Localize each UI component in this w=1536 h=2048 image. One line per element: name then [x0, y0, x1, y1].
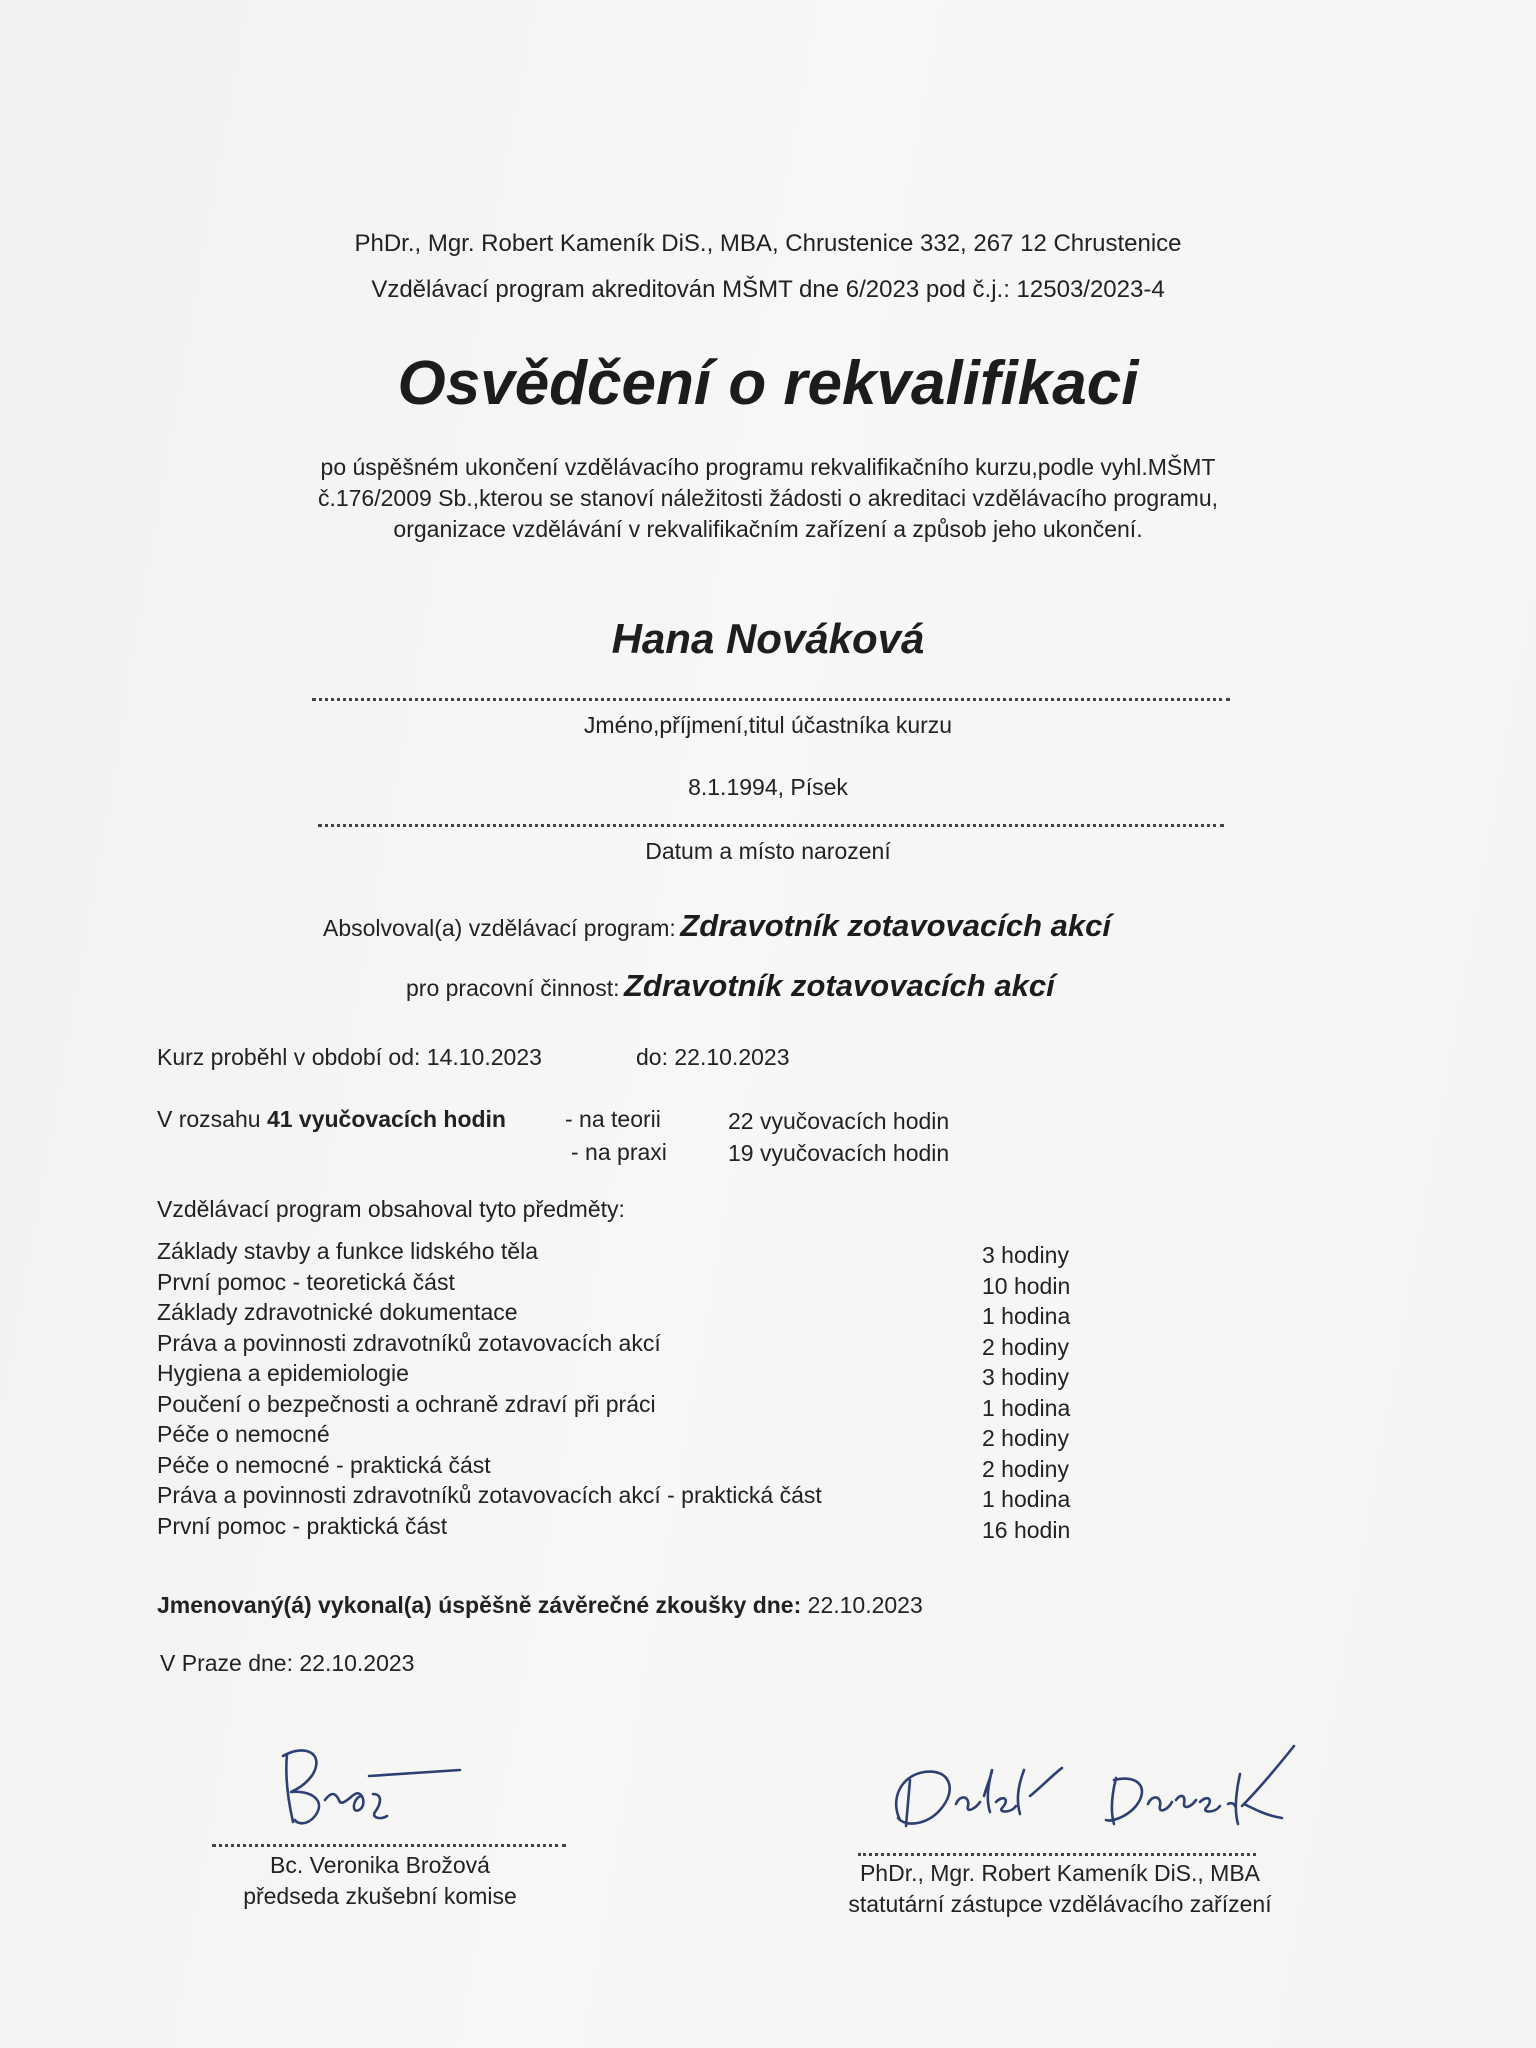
signature-right-dotted-line	[858, 1853, 1256, 1856]
subject-row	[157, 1360, 1097, 1391]
program-activity	[406, 968, 1055, 1004]
subject-hours: 1 hodina	[982, 1303, 1071, 1329]
subject-name: Hygiena a epidemiologie	[157, 1360, 409, 1386]
signature-left-image	[255, 1740, 485, 1840]
intro-line-3: organizace vzdělávání v rekvalifikačním zařízení a způsob jeho ukončení.	[393, 516, 1143, 542]
subject-hours: 1 hodina	[982, 1486, 1071, 1512]
subject-hours: 3 hodiny	[982, 1364, 1069, 1390]
subject-row	[157, 1391, 1097, 1422]
intro-text	[0, 452, 1536, 545]
scope-theory-label: - na teorii	[565, 1106, 661, 1132]
subject-hours: 2 hodiny	[982, 1333, 1069, 1360]
subject-hours: 2 hodiny	[982, 1455, 1069, 1482]
birth-dotted-line	[318, 824, 1224, 827]
birth-caption: Datum a místo narození	[645, 838, 891, 864]
subject-row	[157, 1452, 1097, 1483]
scope-theory-value: 22 vyučovacích hodin	[728, 1108, 950, 1134]
subject-row	[157, 1238, 1097, 1269]
signature-left	[200, 1852, 560, 1910]
scope-practice-value: 19 vyučovacích hodin	[728, 1140, 950, 1166]
course-period-to	[636, 1044, 790, 1071]
program-completed-value: Zdravotník zotavovacích akcí	[680, 908, 1111, 943]
name-dotted-line	[312, 698, 1230, 701]
subject-row	[157, 1299, 1097, 1330]
subject-name: Poučení o bezpečnosti a ochraně zdraví při práci	[157, 1390, 656, 1417]
period-from-label: Kurz proběhl v období od:	[157, 1044, 421, 1070]
intro-line-2: č.176/2009 Sb.,kterou se stanoví náležitosti žádosti o akreditaci vzdělávacího programu,	[317, 485, 1219, 511]
scope-prefix: V rozsahu	[157, 1106, 261, 1132]
period-to-value: 22.10.2023	[674, 1044, 790, 1070]
subject-name: Práva a povinnosti zdravotníků zotavovacích akcí	[157, 1329, 661, 1356]
period-from-value: 14.10.2023	[426, 1044, 542, 1070]
subject-name: První pomoc - praktická část	[157, 1512, 448, 1539]
scope-total-hours: 41 vyučovacích hodin	[266, 1106, 506, 1132]
birth-date-place: 8.1.1994, Písek	[688, 774, 848, 800]
scope-total	[157, 1106, 506, 1133]
program-activity-label: pro pracovní činnost:	[406, 975, 620, 1001]
subject-hours: 2 hodiny	[982, 1425, 1069, 1451]
subject-row	[157, 1330, 1097, 1361]
subject-name: Práva a povinnosti zdravotníků zotavovacích akcí - praktická část	[157, 1482, 822, 1508]
subject-hours: 1 hodina	[982, 1394, 1071, 1421]
subject-row	[157, 1482, 1097, 1513]
subject-name: Základy stavby a funkce lidského těla	[157, 1238, 538, 1264]
signature-left-role: předseda zkušební komise	[243, 1883, 517, 1909]
name-caption: Jméno,příjmení,titul účastníka kurzu	[583, 712, 953, 738]
certificate-title: Osvědčení o rekvalifikaci	[397, 349, 1139, 418]
subject-row	[157, 1513, 1097, 1544]
program-activity-value: Zdravotník zotavovacích akcí	[623, 968, 1055, 1003]
signature-left-name: Bc. Veronika Brožová	[270, 1852, 490, 1878]
program-completed	[323, 908, 1111, 944]
course-period-from	[157, 1044, 542, 1071]
signature-right	[800, 1860, 1320, 1918]
intro-line-1: po úspěšném ukončení vzdělávacího programu rekvalifikačního kurzu,podle vyhl.MŠMT	[320, 454, 1216, 480]
signature-right-name: PhDr., Mgr. Robert Kameník DiS., MBA	[859, 1860, 1261, 1886]
place-and-date: V Praze dne: 22.10.2023	[160, 1650, 415, 1676]
signature-right-role: statutární zástupce vzdělávacího zařízení	[848, 1891, 1272, 1917]
subject-name: První pomoc - teoretická část	[157, 1268, 455, 1295]
participant-name: Hana Nováková	[611, 615, 925, 662]
subject-row	[157, 1269, 1097, 1300]
signature-left-dotted-line	[212, 1844, 566, 1847]
period-to-label: do:	[636, 1044, 668, 1070]
subject-name: Péče o nemocné - praktická část	[157, 1451, 491, 1478]
issuer-address: PhDr., Mgr. Robert Kameník DiS., MBA, Chrustenice 332, 267 12 Chrustenice	[354, 230, 1182, 257]
exam-date: 22.10.2023	[807, 1592, 923, 1618]
signature-right-image	[880, 1730, 1320, 1850]
subject-row	[157, 1421, 1097, 1452]
subject-hours: 16 hodin	[982, 1516, 1071, 1543]
subject-name: Základy zdravotnické dokumentace	[157, 1299, 518, 1325]
subject-hours: 3 hodiny	[982, 1242, 1069, 1268]
scope-practice-label: - na praxi	[571, 1139, 667, 1165]
accreditation-line: Vzdělávací program akreditován MŠMT dne 6/2023 pod č.j.: 12503/2023-4	[371, 276, 1165, 303]
exam-label: Jmenovaný(á) vykonal(a) úspěšně závěrečné zkoušky dne:	[157, 1592, 802, 1618]
exam-line	[157, 1592, 923, 1619]
program-completed-label: Absolvoval(a) vzdělávací program:	[323, 915, 676, 941]
subjects-heading: Vzdělávací program obsahoval tyto předměty:	[157, 1196, 625, 1222]
subject-name: Péče o nemocné	[157, 1421, 330, 1447]
subjects-list	[157, 1238, 1097, 1543]
subject-hours: 10 hodin	[982, 1272, 1071, 1299]
